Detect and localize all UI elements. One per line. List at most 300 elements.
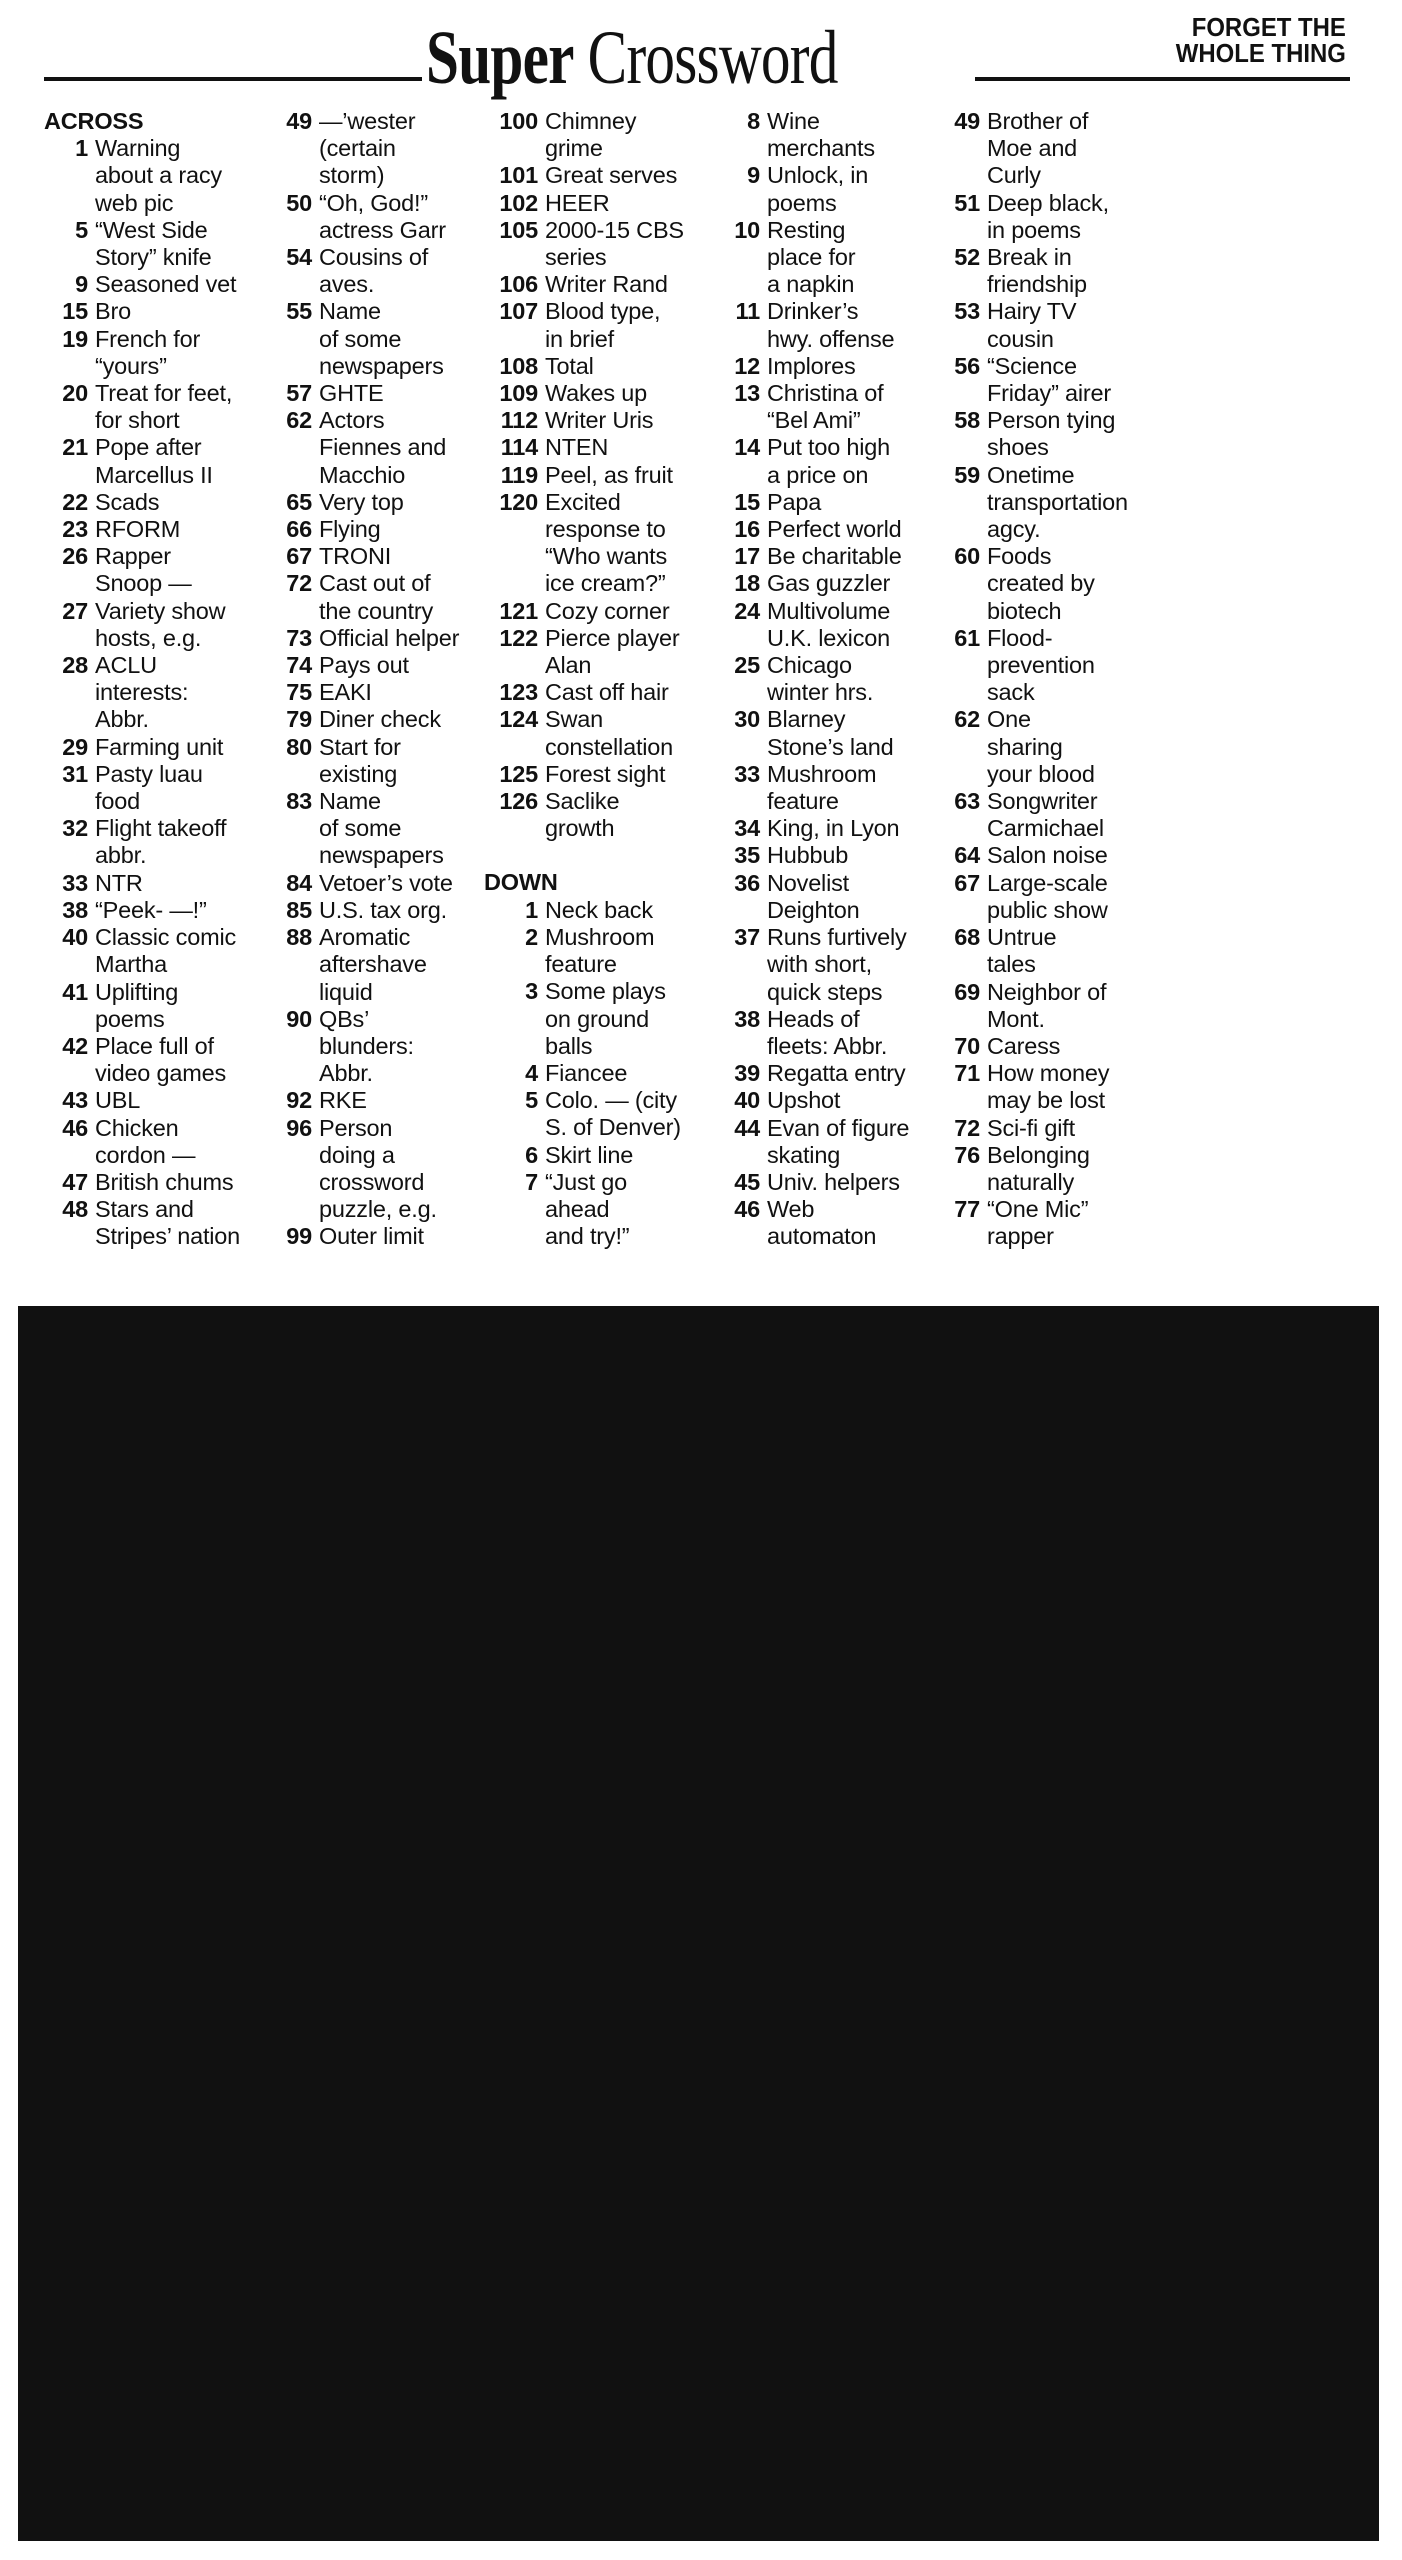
clue-number xyxy=(700,407,767,434)
clue-number xyxy=(484,1033,545,1060)
clue-text: with short, xyxy=(767,951,872,978)
clue-number xyxy=(44,570,95,597)
clue-text: Mont. xyxy=(987,1005,1045,1032)
down-clue-53 xyxy=(930,298,1128,325)
clue-text: constellation xyxy=(545,733,674,760)
clue-number: 16 xyxy=(734,516,760,543)
down-clue-10 xyxy=(700,217,909,244)
down-clue-56 xyxy=(930,380,1128,407)
clue-number xyxy=(260,353,319,380)
clue-number: 49 xyxy=(286,108,312,134)
clue-number: 76 xyxy=(954,1141,980,1168)
clue-number: 102 xyxy=(499,189,538,216)
down-clue-45 xyxy=(700,1169,909,1196)
clue-text: of some xyxy=(319,815,402,842)
clue-text: Cousins of xyxy=(319,244,429,271)
across-heading: ACROSS xyxy=(44,108,144,134)
clue-number xyxy=(930,1006,987,1033)
clue-number xyxy=(700,1142,767,1169)
clue-text: Neck back xyxy=(545,896,653,923)
clue-number: 25 xyxy=(734,652,760,679)
clue-text: cordon — xyxy=(95,1141,196,1168)
clue-number: 53 xyxy=(954,298,980,325)
across-clue-107 xyxy=(484,298,684,325)
clue-number xyxy=(260,462,319,489)
clue-text: Person xyxy=(319,1114,393,1141)
clue-text: Bro xyxy=(95,298,131,325)
clue-column-5 xyxy=(930,108,1128,1251)
clue-number: 55 xyxy=(286,298,312,325)
across-clue-101 xyxy=(484,162,684,189)
down-clue-5 xyxy=(484,1114,684,1141)
clue-text: Caress xyxy=(987,1032,1061,1059)
clue-number: 1 xyxy=(525,896,538,923)
clue-number: 71 xyxy=(954,1060,980,1087)
clue-text: Unlock, in xyxy=(767,162,869,189)
across-clue-96 xyxy=(260,1169,459,1196)
clue-number: 75 xyxy=(286,679,312,706)
across-clue-54 xyxy=(260,244,459,271)
clue-number xyxy=(260,815,319,842)
across-clue-23 xyxy=(44,516,240,543)
clue-text: in brief xyxy=(545,325,614,352)
clue-number: 9 xyxy=(75,271,88,298)
clue-number xyxy=(930,1087,987,1114)
clue-number: 48 xyxy=(62,1196,88,1223)
clue-text: for short xyxy=(95,407,180,434)
down-clue-58 xyxy=(930,434,1128,461)
down-clue-1 xyxy=(484,897,684,924)
down-clue-62 xyxy=(930,706,1128,733)
down-clue-11 xyxy=(700,326,909,353)
down-clue-51 xyxy=(930,217,1128,244)
clue-number: 33 xyxy=(62,869,88,896)
clue-text: hosts, e.g. xyxy=(95,624,202,651)
across-clue-85 xyxy=(260,897,459,924)
clue-text: food xyxy=(95,788,140,815)
clue-number: 21 xyxy=(62,434,88,461)
clue-text: Flood- xyxy=(987,624,1053,651)
down-clue-52 xyxy=(930,271,1128,298)
across-clue-105 xyxy=(484,217,684,244)
across-clue-55 xyxy=(260,298,459,325)
clue-number: 83 xyxy=(286,788,312,815)
clue-number: 22 xyxy=(62,488,88,515)
clue-text: storm) xyxy=(319,162,385,189)
across-clue-50 xyxy=(260,217,459,244)
clue-number: 107 xyxy=(499,298,538,325)
clue-text: Novelist xyxy=(767,869,849,896)
clue-number: 57 xyxy=(286,380,312,407)
clue-number xyxy=(700,897,767,924)
down-clue-25 xyxy=(700,679,909,706)
title-regular: Crossword xyxy=(587,16,838,100)
clue-text: Mushroom xyxy=(767,760,877,787)
clue-number xyxy=(700,979,767,1006)
across-clue-40 xyxy=(44,951,240,978)
down-clue-49 xyxy=(930,135,1128,162)
clue-number: 36 xyxy=(734,869,760,896)
clue-number: 38 xyxy=(62,896,88,923)
across-clue-126 xyxy=(484,788,684,815)
clue-number: 126 xyxy=(499,788,538,815)
clue-text: tales xyxy=(987,951,1036,978)
clue-number xyxy=(260,1196,319,1223)
down-clue-68 xyxy=(930,951,1128,978)
clue-column-2 xyxy=(260,108,459,1251)
down-clue-62 xyxy=(930,761,1128,788)
down-clue-60 xyxy=(930,598,1128,625)
clue-text: growth xyxy=(545,815,615,842)
clue-number xyxy=(930,652,987,679)
down-clue-63 xyxy=(930,815,1128,842)
clue-text: GHTE xyxy=(319,380,384,407)
across-clue-100 xyxy=(484,135,684,162)
across-clue-124 xyxy=(484,706,684,733)
clue-text: U.K. lexicon xyxy=(767,624,890,651)
across-clue-62 xyxy=(260,407,459,434)
clue-number xyxy=(700,951,767,978)
clue-number: 26 xyxy=(62,543,88,570)
clue-text: Chicago xyxy=(767,652,852,679)
clue-number: 101 xyxy=(499,162,538,189)
clue-number: 34 xyxy=(734,815,760,842)
clue-number xyxy=(484,1196,545,1223)
clue-text: Saclike xyxy=(545,788,620,815)
across-clue-88 xyxy=(260,924,459,951)
clue-number: 52 xyxy=(954,244,980,271)
clue-number: 59 xyxy=(954,461,980,488)
clue-number: 120 xyxy=(499,488,538,515)
clue-text: “yours” xyxy=(95,352,167,379)
down-clue-3 xyxy=(484,1006,684,1033)
across-clue-100 xyxy=(484,108,684,135)
down-clue-17 xyxy=(700,543,909,570)
across-clue-55 xyxy=(260,326,459,353)
clue-text: rapper xyxy=(987,1223,1054,1250)
clue-number xyxy=(930,326,987,353)
clue-number: 114 xyxy=(500,434,538,461)
clue-number: 46 xyxy=(62,1114,88,1141)
clue-number: 17 xyxy=(734,543,760,570)
down-clue-24 xyxy=(700,625,909,652)
clue-number xyxy=(930,598,987,625)
down-clue-30 xyxy=(700,734,909,761)
across-clue-90 xyxy=(260,1060,459,1087)
down-clue-37 xyxy=(700,979,909,1006)
clue-text: Evan of figure xyxy=(767,1114,910,1141)
across-clue-88 xyxy=(260,979,459,1006)
across-clue-42 xyxy=(44,1033,240,1060)
across-clue-79 xyxy=(260,706,459,733)
clue-text: Chimney xyxy=(545,108,637,134)
clue-text: Sci-fi gift xyxy=(987,1114,1075,1141)
clue-number: 62 xyxy=(954,706,980,733)
clue-number: 119 xyxy=(500,461,538,488)
clue-text: Implores xyxy=(767,352,856,379)
clue-text: (certain xyxy=(319,135,396,162)
clue-text: Seasoned vet xyxy=(95,271,237,298)
down-clue-4 xyxy=(484,1060,684,1087)
clue-number: 30 xyxy=(734,706,760,733)
down-clue-10 xyxy=(700,244,909,271)
clue-column-3 xyxy=(484,108,684,1250)
across-clue-120 xyxy=(484,570,684,597)
down-clue-59 xyxy=(930,516,1128,543)
clue-text: “Oh, God!” xyxy=(319,189,429,216)
clue-number xyxy=(260,1142,319,1169)
down-clue-40 xyxy=(700,1087,909,1114)
clue-text: poems xyxy=(767,189,837,216)
clue-text: crossword xyxy=(319,1168,425,1195)
across-clue-105 xyxy=(484,244,684,271)
down-clue-5 xyxy=(484,1087,684,1114)
clue-number xyxy=(484,1114,545,1141)
clue-number: 42 xyxy=(62,1032,88,1059)
clue-text: existing xyxy=(319,760,398,787)
clue-text: sharing xyxy=(987,733,1063,760)
clue-text: Pope after xyxy=(95,434,202,461)
clue-number: 32 xyxy=(62,815,88,842)
down-clue-71 xyxy=(930,1087,1128,1114)
clue-text: friendship xyxy=(987,271,1087,298)
crossword-grid[interactable] xyxy=(18,1306,1379,2541)
clue-number: 56 xyxy=(954,352,980,379)
clue-number xyxy=(930,489,987,516)
clue-number: 58 xyxy=(954,407,980,434)
clue-text: Wine xyxy=(767,108,820,134)
clue-number xyxy=(930,815,987,842)
clue-text: Vetoer’s vote xyxy=(319,869,453,896)
clue-number: 5 xyxy=(525,1087,538,1114)
clue-text: Macchio xyxy=(319,461,406,488)
clue-number xyxy=(930,679,987,706)
clue-number xyxy=(930,217,987,244)
across-clue-15 xyxy=(44,298,240,325)
across-clue-126 xyxy=(484,815,684,842)
clue-text: naturally xyxy=(987,1168,1075,1195)
clue-text: interests: xyxy=(95,679,189,706)
clue-number: 61 xyxy=(954,624,980,651)
title-bold: Super xyxy=(426,16,574,100)
clue-number: 100 xyxy=(499,108,538,134)
clue-number: 62 xyxy=(286,407,312,434)
clue-number: 35 xyxy=(734,842,760,869)
across-clue-90 xyxy=(260,1033,459,1060)
across-clue-49 xyxy=(260,162,459,189)
clue-number xyxy=(44,951,95,978)
clue-text: Hubbub xyxy=(767,842,849,869)
across-clue-83 xyxy=(260,815,459,842)
down-clue-61 xyxy=(930,679,1128,706)
across-clue-1 xyxy=(44,190,240,217)
clue-number: 121 xyxy=(499,597,538,624)
page-header xyxy=(0,0,1402,100)
across-clue-102 xyxy=(484,190,684,217)
clue-number xyxy=(700,734,767,761)
across-clue-123 xyxy=(484,679,684,706)
clue-text: Variety show xyxy=(95,597,226,624)
clue-number: 54 xyxy=(286,244,312,271)
across-clue-124 xyxy=(484,734,684,761)
clue-text: Be charitable xyxy=(767,543,902,570)
down-clue-2 xyxy=(484,924,684,951)
clue-text: puzzle, e.g. xyxy=(319,1196,437,1223)
clue-number: 15 xyxy=(62,298,88,325)
clue-text: Cast out of xyxy=(319,570,431,597)
clue-text: grime xyxy=(545,135,603,162)
across-clue-41 xyxy=(44,1006,240,1033)
clue-text: Aromatic xyxy=(319,924,411,951)
across-clue-62 xyxy=(260,434,459,461)
across-clue-48 xyxy=(44,1223,240,1250)
down-clue-18 xyxy=(700,570,909,597)
clue-number xyxy=(44,1142,95,1169)
across-clue-120 xyxy=(484,543,684,570)
clue-text: Abbr. xyxy=(319,1060,373,1087)
clue-text: “West Side xyxy=(95,216,208,243)
clue-text: Name xyxy=(319,788,381,815)
across-clue-122 xyxy=(484,652,684,679)
clue-number: 37 xyxy=(734,924,760,951)
clue-text: balls xyxy=(545,1032,593,1059)
clue-number xyxy=(700,625,767,652)
clue-text: your blood xyxy=(987,760,1095,787)
clue-text: Classic comic xyxy=(95,924,237,951)
clue-text: quick steps xyxy=(767,978,883,1005)
across-clue-92 xyxy=(260,1087,459,1114)
down-clue-72 xyxy=(930,1115,1128,1142)
across-clue-19 xyxy=(44,326,240,353)
across-clue-99 xyxy=(260,1223,459,1250)
across-clue-106 xyxy=(484,271,684,298)
clue-number: 63 xyxy=(954,788,980,815)
clue-number: 15 xyxy=(734,488,760,515)
down-clue-7 xyxy=(484,1223,684,1250)
clue-number: 14 xyxy=(734,434,760,461)
clue-number: 60 xyxy=(954,543,980,570)
across-clue-80 xyxy=(260,761,459,788)
across-clue-48 xyxy=(44,1196,240,1223)
across-clue-49 xyxy=(260,108,459,135)
clue-number: 72 xyxy=(286,570,312,597)
clue-number xyxy=(930,1223,987,1250)
clue-text: Uplifting xyxy=(95,978,179,1005)
clue-number: 1 xyxy=(75,135,88,162)
across-clue-107 xyxy=(484,326,684,353)
clue-number xyxy=(260,842,319,869)
puzzle-subtitle xyxy=(1176,14,1346,66)
clue-text: Mushroom xyxy=(545,923,655,950)
clue-number xyxy=(484,734,545,761)
clue-number xyxy=(44,353,95,380)
clue-number: 18 xyxy=(734,570,760,597)
across-clue-49 xyxy=(260,135,459,162)
clue-text: ahead xyxy=(545,1195,610,1222)
clue-text: transportation xyxy=(987,488,1128,515)
clue-number xyxy=(260,271,319,298)
clue-text: in poems xyxy=(987,216,1081,243)
clue-number xyxy=(700,1033,767,1060)
clue-text: Swan xyxy=(545,706,603,733)
clue-text: newspapers xyxy=(319,842,444,869)
clue-number xyxy=(44,1223,95,1250)
clue-number xyxy=(484,1223,545,1250)
clue-text: Excited xyxy=(545,488,621,515)
clue-text: winter hrs. xyxy=(767,679,874,706)
across-clue-5 xyxy=(44,217,240,244)
clue-number xyxy=(700,1223,767,1250)
clue-text: Runs furtively xyxy=(767,924,907,951)
clue-text: EAKI xyxy=(319,679,372,706)
clue-number xyxy=(484,652,545,679)
clue-text: response to xyxy=(545,516,666,543)
clue-text: and try!” xyxy=(545,1223,630,1250)
across-clue-108 xyxy=(484,353,684,380)
down-clue-12 xyxy=(700,353,909,380)
clue-number xyxy=(44,162,95,189)
clue-text: Colo. — (city xyxy=(545,1087,677,1114)
down-clue-60 xyxy=(930,570,1128,597)
clue-number: 92 xyxy=(286,1087,312,1114)
clue-number xyxy=(44,190,95,217)
clue-number xyxy=(484,951,545,978)
clue-text: Fiancee xyxy=(545,1059,628,1086)
clue-text: Treat for feet, xyxy=(95,380,233,407)
down-clue-76 xyxy=(930,1142,1128,1169)
across-clue-28 xyxy=(44,679,240,706)
clue-text: Actors xyxy=(319,407,385,434)
clue-number xyxy=(930,135,987,162)
down-clue-46 xyxy=(700,1196,909,1223)
clue-text: British chums xyxy=(95,1168,234,1195)
down-clue-67 xyxy=(930,870,1128,897)
clue-number: 29 xyxy=(62,733,88,760)
clue-text: HEER xyxy=(545,189,610,216)
clue-number xyxy=(930,897,987,924)
across-clue-1 xyxy=(44,135,240,162)
clue-number xyxy=(930,734,987,761)
clue-text: Break in xyxy=(987,244,1072,271)
clue-number xyxy=(260,1169,319,1196)
clue-text: TRONI xyxy=(319,543,392,570)
clue-text: How money xyxy=(987,1060,1110,1087)
clue-text: shoes xyxy=(987,434,1049,461)
clue-text: Stripes’ nation xyxy=(95,1223,241,1250)
subtitle-line-1: FORGET THE xyxy=(1191,12,1346,42)
clue-number xyxy=(484,244,545,271)
clue-number: 44 xyxy=(734,1114,760,1141)
clue-number xyxy=(260,1060,319,1087)
clue-number: 88 xyxy=(286,924,312,951)
clue-text: series xyxy=(545,244,607,271)
across-clue-9 xyxy=(44,271,240,298)
down-clue-39 xyxy=(700,1060,909,1087)
clue-text: Heads of xyxy=(767,1005,860,1032)
clue-number: 13 xyxy=(734,380,760,407)
clue-text: merchants xyxy=(767,135,875,162)
across-clue-19 xyxy=(44,353,240,380)
down-clue-14 xyxy=(700,462,909,489)
clue-number: 79 xyxy=(286,706,312,733)
clue-text: Neighbor of xyxy=(987,978,1107,1005)
clue-text: Start for xyxy=(319,733,401,760)
down-clue-30 xyxy=(700,706,909,733)
across-clue-83 xyxy=(260,788,459,815)
clue-text: RKE xyxy=(319,1087,367,1114)
clue-text: Very top xyxy=(319,488,404,515)
down-clue-25 xyxy=(700,652,909,679)
